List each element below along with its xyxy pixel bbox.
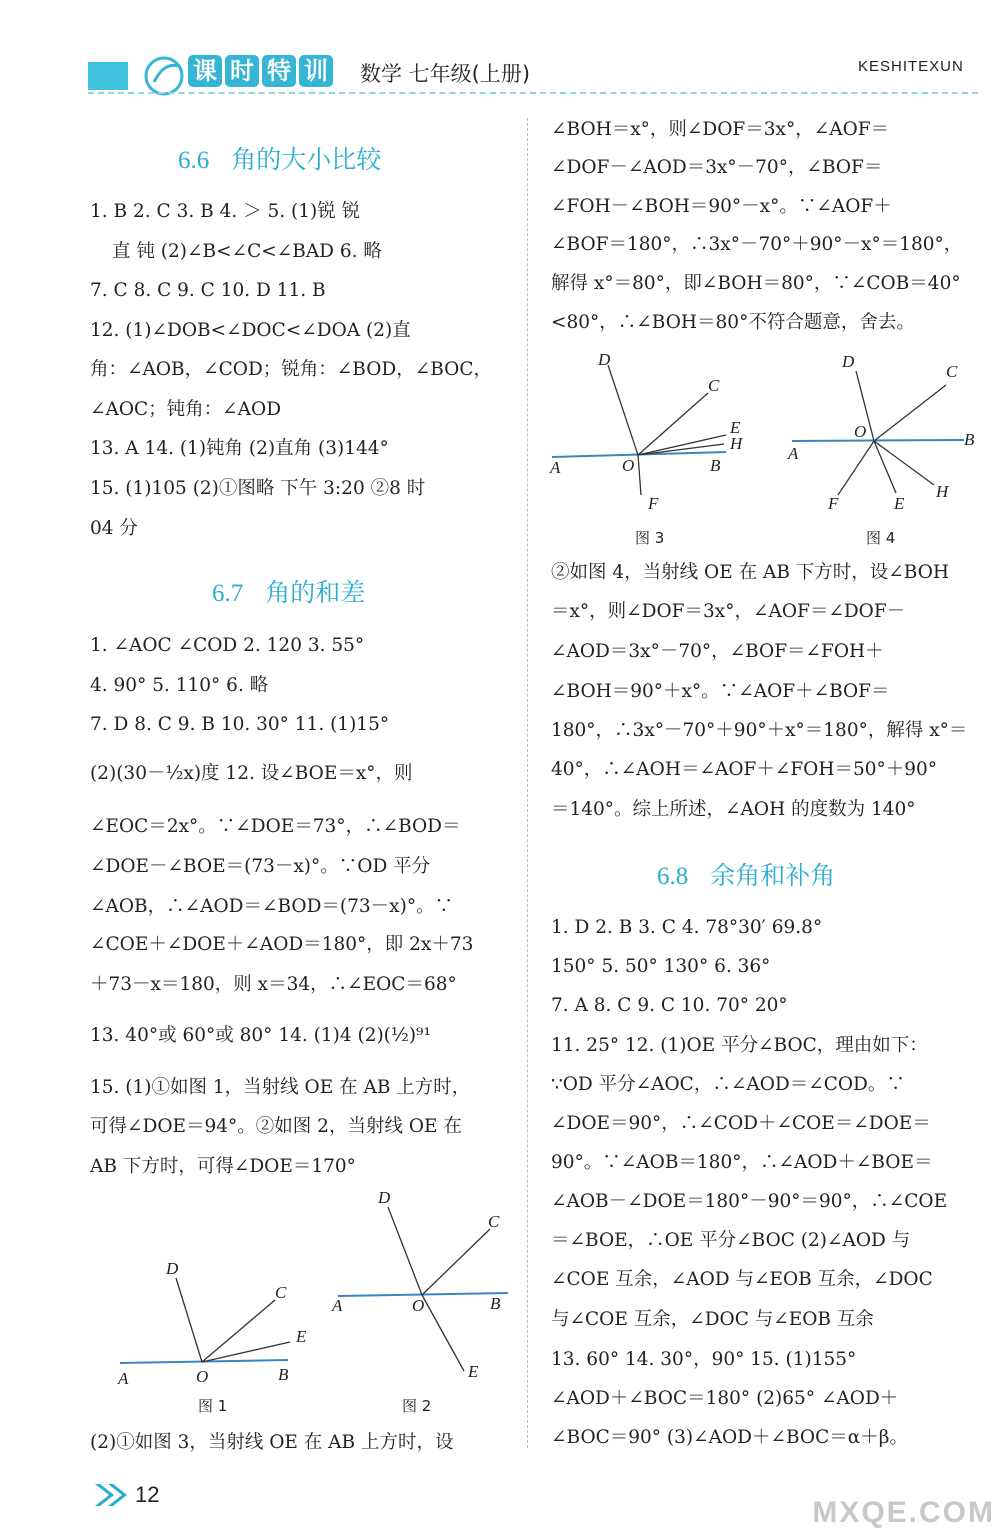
answer-line: ②如图 4，当射线 OE 在 AB 下方时，设∠BOH — [551, 562, 950, 583]
figure-3-caption: 图 3 — [635, 529, 665, 547]
figure-2-diagram — [330, 1185, 520, 1385]
svg-text:H: H — [936, 482, 949, 501]
answer-line: ∠DOE＝90°，∴∠COD＋∠COE＝∠DOE＝ — [551, 1113, 931, 1134]
svg-text:D: D — [166, 1259, 179, 1278]
answer-line: ∠AOD＋∠BOC＝180° (2)65° ∠AOD＋ — [551, 1388, 899, 1409]
brand-char: 课 — [188, 55, 222, 87]
svg-text:F: F — [828, 494, 839, 513]
answer-line: 40°，∴∠AOH＝∠AOF＋∠FOH＝50°＋90° — [551, 759, 938, 780]
svg-text:C: C — [275, 1283, 287, 1302]
figure-3-diagram — [548, 345, 758, 515]
answer-line: ∠BOC＝90° (3)∠AOD＋∠BOC＝α＋β。 — [551, 1427, 908, 1448]
svg-text:B: B — [710, 456, 721, 475]
header-subject: 数学 七年级(上册) — [360, 62, 531, 86]
header-color-block — [88, 62, 128, 90]
section-title-6-6: 6.6 角的大小比较 — [178, 145, 382, 174]
answer-line: 13. A 14. (1)钝角 (2)直角 (3)144° — [90, 438, 389, 459]
answer-line: ∠FOH－∠BOH＝90°－x°。∵∠AOF＋ — [551, 196, 892, 217]
section-title-6-7: 6.7 角的和差 — [212, 578, 366, 607]
svg-text:C: C — [946, 362, 958, 381]
svg-text:E: E — [730, 418, 741, 437]
svg-text:B: B — [490, 1294, 501, 1313]
answer-line: ∠COE 互余，∠AOD 与∠EOB 互余，∠DOC — [551, 1269, 933, 1290]
column-divider — [527, 118, 528, 1448]
figure-4-caption: 图 4 — [866, 529, 896, 547]
answer-line: 1. D 2. B 3. C 4. 78°30′ 69.8° — [551, 917, 823, 938]
svg-text:F: F — [648, 494, 659, 513]
answer-line: 15. (1)①如图 1，当射线 OE 在 AB 上方时， — [90, 1077, 471, 1098]
figure-2-caption: 图 2 — [402, 1397, 432, 1415]
watermark: MXQE.COM — [812, 1496, 995, 1529]
answer-line: ∠AOD＝3x°－70°，∠BOF＝∠FOH＋ — [551, 641, 884, 662]
answer-line: 直 钝 (2)∠B<∠C<∠BAD 6. 略 — [112, 241, 382, 262]
svg-text:A: A — [788, 444, 799, 463]
answer-line: ＝140°。综上所述，∠AOH 的度数为 140° — [551, 799, 916, 820]
answer-line: 4. 90° 5. 110° 6. 略 — [90, 675, 269, 696]
svg-text:B: B — [278, 1365, 289, 1384]
answer-line: ∠BOH＝x°，则∠DOF＝3x°，∠AOF＝ — [551, 119, 890, 140]
answer-line: 90°。∵∠AOB＝180°，∴∠AOD＋∠BOE＝ — [551, 1152, 933, 1173]
svg-text:E: E — [468, 1362, 479, 1381]
brand-char: 时 — [225, 55, 259, 87]
svg-text:C: C — [708, 376, 720, 395]
answer-line: 12. (1)∠DOB<∠DOC<∠DOA (2)直 — [90, 320, 411, 341]
answer-line: 解得 x°＝80°，即∠BOH＝80°，∵∠COB＝40° — [551, 273, 961, 294]
answer-line: 角：∠AOB，∠COD；锐角：∠BOD，∠BOC， — [90, 359, 492, 380]
answer-line: ∠BOH＝90°＋x°。∵∠AOF＋∠BOF＝ — [551, 681, 890, 702]
answer-line: ＝∠BOE，∴OE 平分∠BOC (2)∠AOD 与 — [551, 1230, 911, 1251]
answer-line: ＋73－x＝180，则 x＝34，∴∠EOC＝68° — [90, 974, 457, 995]
svg-text:O: O — [412, 1296, 425, 1315]
double-chevron-icon — [95, 1484, 129, 1506]
answer-line: 7. D 8. C 9. B 10. 30° 11. (1)15° — [90, 714, 390, 735]
figure-1-caption: 图 1 — [198, 1397, 228, 1415]
figure-1 — [110, 1250, 320, 1390]
answer-line: 7. C 8. C 9. C 10. D 11. B — [90, 280, 326, 301]
answer-line: ∠EOC＝2x°。∵∠DOE＝73°，∴∠BOD＝ — [90, 816, 461, 837]
answer-line: 150° 5. 50° 130° 6. 36° — [551, 956, 771, 977]
answer-line: 与∠COE 互余，∠DOC 与∠EOB 互余 — [551, 1309, 874, 1330]
figure-3 — [548, 345, 758, 515]
answer-line: ＝x°，则∠DOF＝3x°，∠AOF＝∠DOF－ — [551, 601, 906, 622]
svg-text:E: E — [894, 494, 905, 513]
answer-line: (2)(30－½x)度 12. 设∠BOE＝x°，则 — [90, 763, 413, 784]
brand-char: 特 — [262, 55, 296, 87]
answer-line: ∠AOC；钝角：∠AOD — [90, 399, 282, 420]
svg-text:D: D — [598, 350, 611, 369]
figure-2 — [330, 1185, 520, 1385]
answer-line: 11. 25° 12. (1)OE 平分∠BOC，理由如下： — [551, 1035, 928, 1056]
brand-name — [188, 55, 338, 89]
answer-line: <80°，∴∠BOH＝80°不符合题意，舍去。 — [551, 312, 915, 333]
answer-line: 1. ∠AOC ∠COD 2. 120 3. 55° — [90, 635, 365, 656]
answer-line: ∠DOE－∠BOE＝(73－x)°。∵OD 平分 — [90, 856, 431, 877]
answer-line: 180°，∴3x°－70°＋90°＋x°＝180°，解得 x°＝ — [551, 720, 968, 741]
answer-line: 13. 60° 14. 30°，90° 15. (1)155° — [551, 1349, 857, 1370]
answer-line: ∠DOF－∠AOD＝3x°－70°，∠BOF＝ — [551, 157, 883, 178]
svg-text:O: O — [196, 1367, 209, 1386]
svg-text:A: A — [118, 1369, 129, 1388]
svg-text:A: A — [550, 458, 561, 477]
brand-char: 训 — [299, 55, 333, 87]
answer-line: 15. (1)105 (2)①图略 下午 3:20 ②8 时 — [90, 478, 426, 499]
figure-4 — [786, 345, 986, 515]
svg-text:O: O — [622, 456, 635, 475]
svg-text:B: B — [964, 430, 975, 449]
answer-line: ∠AOB－∠DOE＝180°－90°＝90°，∴∠COE — [551, 1191, 948, 1212]
mascot-logo-icon — [140, 52, 190, 96]
answer-line: (2)①如图 3，当射线 OE 在 AB 上方时，设 — [90, 1432, 454, 1453]
answer-line: 04 分 — [90, 518, 138, 539]
answer-line: 1. B 2. C 3. B 4. ＞ 5. (1)锐 锐 — [90, 201, 361, 222]
figure-1-diagram — [110, 1250, 320, 1390]
svg-text:C: C — [488, 1212, 500, 1231]
svg-text:E: E — [296, 1327, 307, 1346]
svg-text:O: O — [854, 422, 867, 441]
answer-line: ∵OD 平分∠AOC，∴∠AOD＝∠COD。∵ — [551, 1074, 905, 1095]
answer-line: ∠AOB，∴∠AOD＝∠BOD＝(73－x)°。∵ — [90, 896, 454, 917]
header-code: KESHITEXUN — [858, 58, 964, 75]
svg-text:D: D — [378, 1188, 391, 1207]
svg-text:H: H — [730, 434, 743, 453]
answer-line: 可得∠DOE＝94°。②如图 2，当射线 OE 在 — [90, 1116, 462, 1137]
svg-text:A: A — [332, 1296, 343, 1315]
answer-line: AB 下方时，可得∠DOE＝170° — [90, 1156, 356, 1177]
answer-line: ∠COE＋∠DOE＋∠AOD＝180°，即 2x＋73 — [90, 934, 474, 955]
header-divider — [88, 92, 978, 94]
page-number: 12 — [135, 1482, 160, 1507]
answer-line: 7. A 8. C 9. C 10. 70° 20° — [551, 995, 788, 1016]
figure-4-diagram — [786, 345, 986, 515]
answer-line: 13. 40°或 60°或 80° 14. (1)4 (2)(½)⁹¹ — [90, 1025, 431, 1046]
section-title-6-8: 6.8 余角和补角 — [657, 861, 836, 890]
answer-line: ∠BOF＝180°，∴3x°－70°＋90°－x°＝180°， — [551, 234, 963, 255]
svg-text:D: D — [842, 352, 855, 371]
